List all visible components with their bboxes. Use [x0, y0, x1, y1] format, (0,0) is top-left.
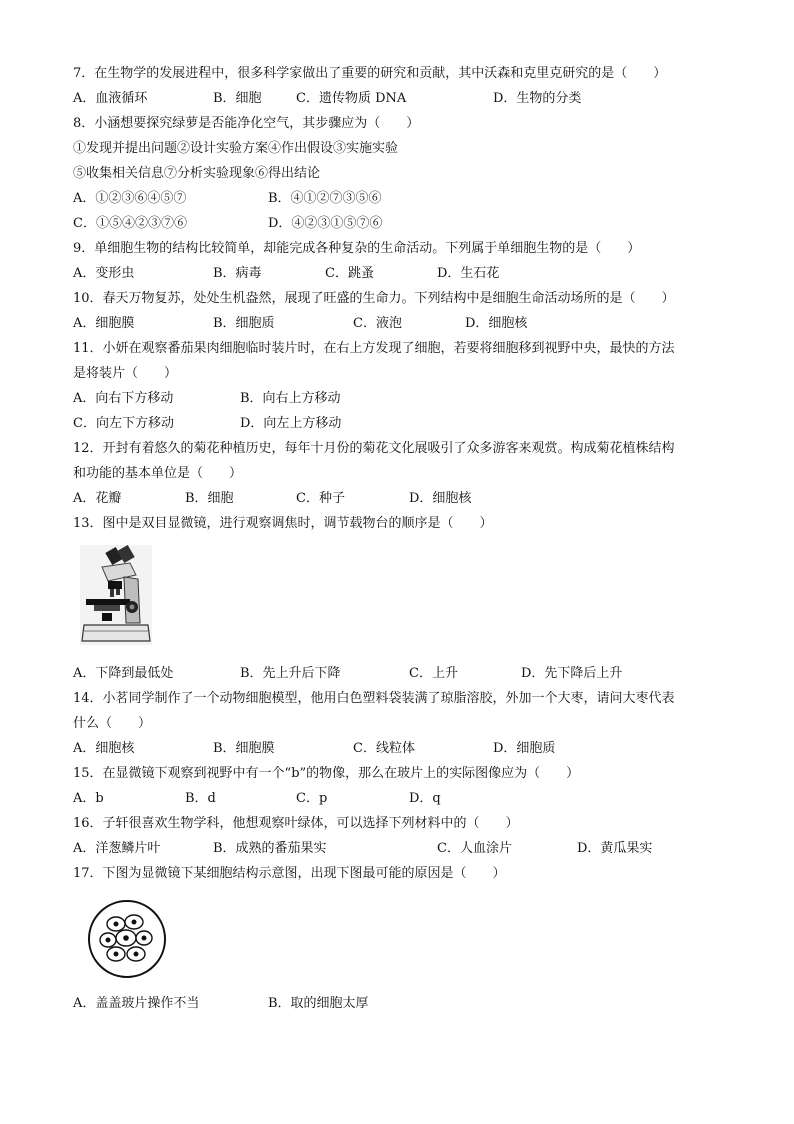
q17-stem: 17．下图为显微镜下某细胞结构示意图，出现下图最可能的原因是（ ）	[73, 866, 506, 881]
q12-option-a: A．花瓣	[73, 491, 122, 506]
q15-option-d: D．q	[409, 791, 441, 806]
q12-stem-cont: 和功能的基本单位是（ ）	[73, 466, 243, 481]
microscope-figure	[80, 545, 152, 645]
q16-option-c: C．人血涂片	[437, 841, 512, 856]
q8-option-d: D．④②③①⑤⑦⑥	[268, 216, 383, 231]
q15-option-a: A．b	[73, 791, 104, 806]
q16-option-a: A．洋葱鳞片叶	[73, 841, 161, 856]
q9-stem: 9．单细胞生物的结构比较简单，却能完成各种复杂的生命活动。下列属于单细胞生物的是（ ）	[73, 241, 641, 256]
q17-option-a: A．盖盖玻片操作不当	[73, 996, 200, 1011]
q10-stem: 10．春天万物复苏，处处生机盎然，展现了旺盛的生命力。下列结构中是细胞生命活动场所的是（ ）	[73, 291, 675, 306]
q15-option-c: C．p	[296, 791, 328, 806]
q10-option-b: B．细胞质	[213, 316, 275, 331]
q9-option-d: D．生石花	[437, 266, 500, 281]
q10-option-c: C．液泡	[353, 316, 402, 331]
q12-option-d: D．细胞核	[409, 491, 472, 506]
q13-option-b: B．先上升后下降	[240, 666, 341, 681]
q16-option-b: B．成熟的番茄果实	[213, 841, 327, 856]
q16-stem: 16．子轩很喜欢生物学科，他想观察叶绿体，可以选择下列材料中的（ ）	[73, 816, 519, 831]
microscope-view-figure	[86, 898, 168, 980]
q7-option-c: C．遗传物质 DNA	[296, 91, 407, 106]
q13-stem: 13．图中是双目显微镜，进行观察调焦时，调节载物台的顺序是（ ）	[73, 516, 493, 531]
q13-option-c: C．上升	[409, 666, 458, 681]
q14-option-c: C．线粒体	[353, 741, 415, 756]
q17-option-b: B．取的细胞太厚	[268, 996, 369, 1011]
q14-stem: 14．小茗同学制作了一个动物细胞模型，他用白色塑料袋装满了琼脂溶胶，外加一个大枣，请问大枣代表	[73, 691, 675, 706]
q13-option-a: A．下降到最低处	[73, 666, 174, 681]
q8-steps-line1: ①发现并提出问题②设计实验方案④作出假设③实施实验	[73, 141, 399, 156]
q8-steps-line2: ⑤收集相关信息⑦分析实验现象⑥得出结论	[73, 166, 321, 181]
q11-option-b: B．向右上方移动	[240, 391, 341, 406]
q7-option-d: D．生物的分类	[493, 91, 582, 106]
q14-option-b: B．细胞膜	[213, 741, 275, 756]
q13-option-d: D．先下降后上升	[521, 666, 623, 681]
q11-stem: 11．小妍在观察番茄果肉细胞临时装片时，在右上方发现了细胞，若要将细胞移到视野中央，最快的方法	[73, 341, 675, 356]
q16-option-d: D．黄瓜果实	[577, 841, 653, 856]
q10-option-d: D．细胞核	[465, 316, 528, 331]
q9-option-a: A．变形虫	[73, 266, 135, 281]
q11-stem-cont: 是将装片（ ）	[73, 366, 178, 381]
q8-stem: 8．小涵想要探究绿萝是否能净化空气，其步骤应为（ ）	[73, 116, 420, 131]
q11-option-a: A．向右下方移动	[73, 391, 174, 406]
q15-option-b: B．d	[185, 791, 216, 806]
q8-option-a: A．①②③⑥④⑤⑦	[73, 191, 187, 206]
q11-option-d: D．向左上方移动	[240, 416, 342, 431]
q15-stem: 15．在显微镜下观察到视野中有一个“b”的物像，那么在玻片上的实际图像应为（ ）	[73, 766, 580, 781]
q7-option-b: B．细胞	[213, 91, 262, 106]
q10-option-a: A．细胞膜	[73, 316, 135, 331]
q9-option-c: C．跳蚤	[325, 266, 374, 281]
q12-option-c: C．种子	[296, 491, 345, 506]
q14-option-d: D．细胞质	[493, 741, 556, 756]
q8-option-c: C．①⑤④②③⑦⑥	[73, 216, 187, 231]
q12-option-b: B．细胞	[185, 491, 234, 506]
q8-option-b: B．④①②⑦③⑤⑥	[268, 191, 382, 206]
q14-option-a: A．细胞核	[73, 741, 135, 756]
q7-stem: 7．在生物学的发展进程中，很多科学家做出了重要的研究和贡献，其中沃森和克里克研究的是（ ）	[73, 66, 667, 81]
q14-stem-cont: 什么（ ）	[73, 716, 152, 731]
q7-option-a: A．血液循环	[73, 91, 148, 106]
q9-option-b: B．病毒	[213, 266, 262, 281]
q12-stem: 12．开封有着悠久的菊花种植历史，每年十月份的菊花文化展吸引了众多游客来观赏。构成菊花植株结构	[73, 441, 675, 456]
q11-option-c: C．向左下方移动	[73, 416, 174, 431]
